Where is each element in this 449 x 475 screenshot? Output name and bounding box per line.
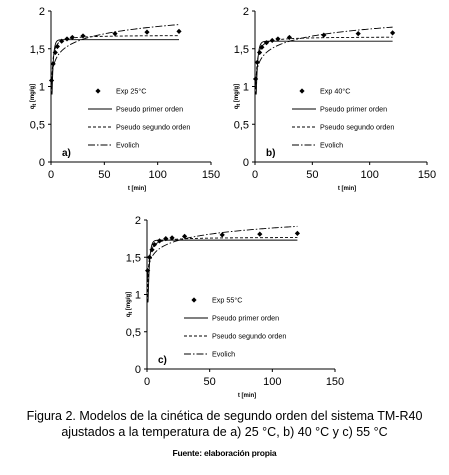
y-tick-label: 1,5	[233, 43, 249, 56]
y-axis-label: $q_t$ [mg/g]	[234, 83, 242, 110]
x-tick-label: 50	[203, 376, 216, 388]
legend-label: Pseudo segundo orden	[116, 122, 191, 132]
legend-label: Pseudo primer orden	[320, 104, 388, 114]
x-tick-label: 150	[325, 376, 345, 388]
y-tick-label: 1	[134, 289, 141, 302]
figure-source: Fuente: elaboración propia	[172, 448, 277, 458]
data-point	[220, 232, 225, 237]
data-point	[176, 29, 181, 34]
legend-label: Evolich	[212, 349, 236, 359]
panel-label: b)	[266, 148, 276, 159]
legend-label: Pseudo segundo orden	[212, 331, 287, 341]
y-tick-label: 2	[134, 215, 141, 227]
x-tick-label: 0	[251, 169, 259, 181]
legend-label: Pseudo primer orden	[116, 104, 184, 114]
data-point	[80, 33, 85, 38]
x-tick-label: 100	[360, 169, 379, 181]
legend-marker	[191, 297, 196, 302]
y-tick-label: 0	[38, 157, 45, 169]
series-line-dashed	[147, 238, 297, 302]
legend-marker	[95, 88, 100, 93]
y-tick-label: 1,5	[29, 43, 45, 56]
y-tick-label: 0,5	[233, 119, 249, 132]
data-point	[49, 78, 54, 83]
legend-label: Exp 25°C	[116, 86, 147, 96]
series-line-solid	[147, 240, 297, 302]
x-axis-label: t [min]	[127, 186, 147, 192]
y-tick-label: 0	[134, 364, 141, 376]
data-point	[390, 30, 395, 35]
data-point	[64, 36, 69, 41]
figure-caption-line-1: Figura 2. Modelos de la cinética de segundo orden del sistema TM-R40	[26, 409, 423, 423]
x-axis-label: t [min]	[337, 186, 357, 192]
legend-label: Evolich	[116, 140, 140, 150]
x-tick-label: 150	[201, 169, 221, 181]
y-axis-label: $q_t$ [mg/g]	[126, 291, 134, 318]
x-tick-label: 50	[306, 169, 319, 181]
y-tick-label: 0	[242, 157, 249, 169]
panel-label: a)	[62, 148, 71, 159]
y-axis-label: $q_t$ [mg/g]	[30, 83, 38, 110]
x-tick-label: 0	[143, 376, 151, 388]
data-point	[147, 255, 152, 260]
data-point	[112, 31, 117, 36]
legend-marker	[299, 88, 304, 93]
x-axis-label: t [min]	[237, 393, 257, 399]
data-point	[270, 38, 275, 43]
x-tick-label: 100	[263, 376, 282, 388]
data-point	[321, 33, 326, 38]
chart-panel-1	[30, 6, 220, 192]
y-tick-label: 0,5	[29, 119, 45, 132]
x-tick-label: 50	[98, 169, 111, 181]
chart-panel-3	[126, 215, 344, 399]
y-tick-label: 2	[38, 6, 45, 18]
y-tick-label: 0,5	[125, 326, 141, 339]
chart-panel-2	[234, 6, 436, 192]
y-tick-label: 1,5	[125, 252, 141, 265]
y-tick-label: 1	[242, 81, 249, 94]
legend-label: Evolich	[320, 140, 344, 150]
x-tick-label: 0	[47, 169, 55, 181]
data-point	[253, 76, 258, 81]
x-tick-label: 100	[148, 169, 167, 181]
data-point	[144, 30, 149, 35]
figure-caption-line-2: ajustados a la temperatura de a) 25 °C, b) 40 °C y c) 55 °C	[61, 425, 388, 439]
legend-label: Pseudo segundo orden	[320, 122, 395, 132]
legend-label: Pseudo primer orden	[212, 313, 280, 323]
y-tick-label: 1	[38, 81, 45, 94]
y-tick-label: 2	[242, 6, 249, 18]
legend-label: Exp 40°C	[320, 86, 351, 96]
panel-label: c)	[158, 355, 167, 366]
data-point	[257, 50, 262, 55]
data-point	[356, 31, 361, 36]
legend-label: Exp 55°C	[212, 295, 243, 305]
data-point	[295, 231, 300, 236]
x-tick-label: 150	[417, 169, 437, 181]
data-point	[257, 232, 262, 237]
